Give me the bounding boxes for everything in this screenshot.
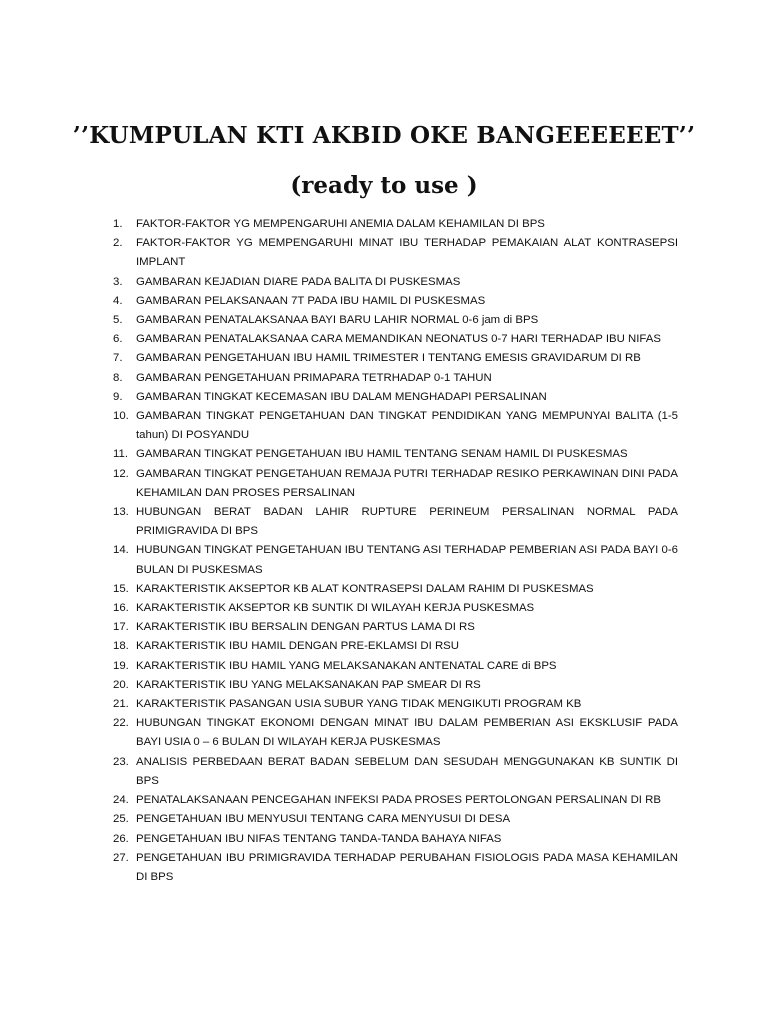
list-item-number: 7. [113,352,123,365]
list-item [0,215,678,234]
list-item-number: 24. [113,794,129,807]
list-item-title: PENGETAHUAN IBU MENYUSUI TENTANG CARA MENYUSUI DI DESA [136,813,511,826]
list-item [0,695,678,714]
document-title: ’’KUMPULAN KTI AKBID OKE BANGEEEEEET’’ [72,122,696,149]
list-item [0,618,678,637]
list-item-title: HUBUNGAN TINGKAT EKONOMI DENGAN MINAT IBU DALAM PEMBERIAN ASI EKSKLUSIF PADA BAYI USIA 0 – 6 BULAN DI WILAYAH KERJA PUSKESMAS [136,717,678,749]
list-item-title: KARAKTERISTIK IBU HAMIL YANG MELAKSANAKAN ANTENATAL CARE di BPS [136,659,557,672]
list-item [0,676,678,695]
list-item-title: KARAKTERISTIK IBU YANG MELAKSANAKAN PAP SMEAR DI RS [136,678,481,691]
list-item [0,388,678,407]
list-item-number: 16. [113,602,129,615]
list-item-title: GAMBARAN KEJADIAN DIARE PADA BALITA DI PUSKESMAS [136,275,461,288]
list-item-title: GAMBARAN PENGETAHUAN IBU HAMIL TRIMESTER I TENTANG EMESIS GRAVIDARUM DI RB [136,352,641,365]
list-item [0,465,678,503]
list-item-number: 5. [113,314,123,327]
list-item [0,273,678,292]
list-item-number: 12. [113,467,129,480]
list-item [0,330,678,349]
list-item [0,657,678,676]
list-item [0,753,678,791]
list-item [0,830,678,849]
list-item [0,637,678,656]
list-item-number: 23. [113,755,129,768]
list-item-title: KARAKTERISTIK IBU BERSALIN DENGAN PARTUS LAMA DI RS [136,621,475,634]
list-item [0,541,678,579]
list-item-title: GAMBARAN PELAKSANAAN 7T PADA IBU HAMIL DI PUSKESMAS [136,294,486,307]
list-item [0,810,678,829]
list-item-title: ANALISIS PERBEDAAN BERAT BADAN SEBELUM DAN SESUDAH MENGGUNAKAN KB SUNTIK DI BPS [136,755,678,787]
list-item-number: 2. [113,237,123,250]
list-item-title: GAMBARAN PENATALAKSANAA BAYI BARU LAHIR NORMAL 0-6 jam di BPS [136,314,539,327]
list-item-number: 20. [113,678,129,691]
list-item-number: 13. [113,506,129,519]
list-item [0,599,678,618]
list-item-title: HUBUNGAN BERAT BADAN LAHIR RUPTURE PERINEUM PERSALINAN NORMAL PADA PRIMIGRAVIDA DI BPS [136,506,678,538]
list-item-title: PENGETAHUAN IBU NIFAS TENTANG TANDA-TANDA BAHAYA NIFAS [136,832,502,845]
list-item-number: 18. [113,640,129,653]
list-item-number: 11. [113,448,128,461]
list-item-number: 17. [113,621,129,634]
list-item-title: GAMBARAN TINGKAT PENGETAHUAN DAN TINGKAT PENDIDIKAN YANG MEMPUNYAI BALITA (1-5 tahun) DI POSYANDU [136,410,678,442]
kti-title-list [0,215,768,887]
list-item-title: KARAKTERISTIK AKSEPTOR KB ALAT KONTRASEPSI DALAM RAHIM DI PUSKESMAS [136,582,594,595]
list-item [0,369,678,388]
list-item-number: 9. [113,390,123,403]
list-item-title: PENGETAHUAN IBU PRIMIGRAVIDA TERHADAP PERUBAHAN FISIOLOGIS PADA MASA KEHAMILAN DI BPS [136,851,678,883]
list-item [0,234,678,272]
list-item-number: 15. [113,582,129,595]
list-item-title: GAMBARAN TINGKAT KECEMASAN IBU DALAM MENGHADAPI PERSALINAN [136,390,547,403]
list-item-title: GAMBARAN TINGKAT PENGETAHUAN REMAJA PUTRI TERHADAP RESIKO PERKAWINAN DINI PADA KEHAMILAN DAN PROSES PERSALINAN [136,467,678,499]
list-item [0,349,678,368]
list-item-number: 6. [113,333,123,346]
list-item-number: 8. [113,371,123,384]
list-item-number: 19. [113,659,129,672]
list-item-number: 22. [113,717,129,730]
list-item [0,849,678,887]
list-item-title: FAKTOR-FAKTOR YG MEMPENGARUHI MINAT IBU TERHADAP PEMAKAIAN ALAT KONTRASEPSI IMPLANT [136,237,678,269]
list-item-title: HUBUNGAN TINGKAT PENGETAHUAN IBU TENTANG ASI TERHADAP PEMBERIAN ASI PADA BAYI 0-6 BULAN DI PUSKESMAS [136,544,678,576]
list-item [0,445,678,464]
list-item [0,311,678,330]
list-item-title: KARAKTERISTIK AKSEPTOR KB SUNTIK DI WILAYAH KERJA PUSKESMAS [136,602,535,615]
list-item [0,503,678,541]
list-item-number: 1. [113,218,123,230]
list-item-title: KARAKTERISTIK IBU HAMIL DENGAN PRE-EKLAMSI DI RSU [136,640,460,653]
list-item-number: 3. [113,275,123,288]
list-item [0,714,678,752]
document-subtitle: (ready to use ) [290,172,478,199]
list-item-number: 25. [113,813,129,826]
list-item-title: GAMBARAN PENATALAKSANAA CARA MEMANDIKAN NEONATUS 0-7 HARI TERHADAP IBU NIFAS [136,333,661,346]
list-item [0,292,678,311]
list-item-number: 14. [113,544,129,557]
list-item-number: 27. [113,851,129,864]
list-item-title: FAKTOR-FAKTOR YG MEMPENGARUHI ANEMIA DALAM KEHAMILAN DI BPS [136,218,545,230]
list-item-number: 21. [113,698,129,711]
list-item [0,407,678,445]
list-item-number: 10. [113,410,129,423]
list-item-number: 26. [113,832,129,845]
list-item-title: GAMBARAN TINGKAT PENGETAHUAN IBU HAMIL TENTANG SENAM HAMIL DI PUSKESMAS [136,448,628,461]
list-item [0,791,678,810]
list-item [0,580,678,599]
list-item-title: KARAKTERISTIK PASANGAN USIA SUBUR YANG TIDAK MENGIKUTI PROGRAM KB [136,698,582,711]
list-item-title: PENATALAKSANAAN PENCEGAHAN INFEKSI PADA PROSES PERTOLONGAN PERSALINAN DI RB [136,794,661,807]
list-item-title: GAMBARAN PENGETAHUAN PRIMAPARA TETRHADAP 0-1 TAHUN [136,371,492,384]
list-item-number: 4. [113,294,123,307]
